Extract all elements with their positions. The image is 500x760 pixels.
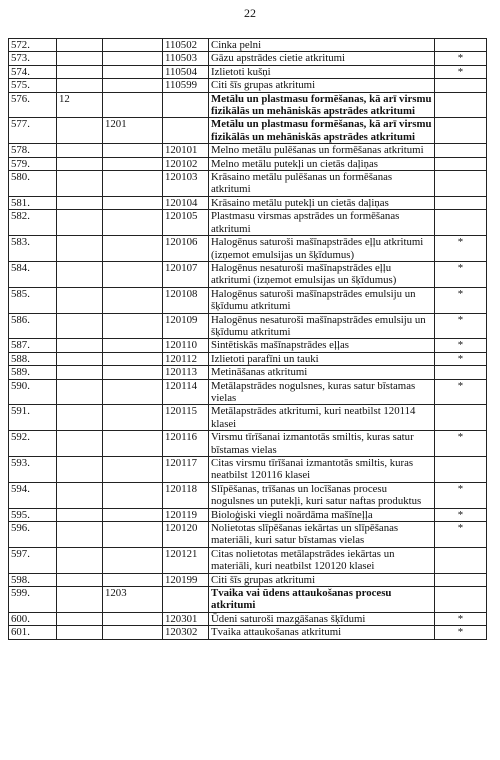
subgroup-code-cell (103, 287, 163, 313)
row-number-cell: 596. (9, 522, 57, 548)
waste-code-cell: 120113 (163, 366, 209, 379)
table-row (9, 79, 487, 92)
table-row (9, 547, 487, 573)
waste-name-cell: Halogēnus nesaturoši mašīnapstrādes eļļu atkritumi (izņemot emulsijas un šķīdumus) (209, 261, 435, 287)
subgroup-code-cell (103, 171, 163, 197)
group-code-cell (57, 118, 103, 144)
table-row (9, 157, 487, 170)
subgroup-code-cell (103, 612, 163, 625)
group-code-cell (57, 352, 103, 365)
row-number-cell: 572. (9, 39, 57, 52)
subgroup-code-cell (103, 39, 163, 52)
group-code-cell (57, 508, 103, 521)
hazard-mark-cell (435, 547, 487, 573)
group-code-cell (57, 79, 103, 92)
subgroup-code-cell (103, 236, 163, 262)
row-number-cell: 579. (9, 157, 57, 170)
waste-name-cell: Cinka pelni (209, 39, 435, 52)
group-code-cell (57, 626, 103, 639)
waste-code-cell: 120301 (163, 612, 209, 625)
row-number-cell: 576. (9, 92, 57, 118)
subgroup-code-cell (103, 52, 163, 65)
waste-code-cell: 110502 (163, 39, 209, 52)
table-row (9, 431, 487, 457)
hazard-mark-cell: * (435, 352, 487, 365)
subgroup-code-cell (103, 92, 163, 118)
waste-name-cell: Melno metālu putekļi un cietās daļiņas (209, 157, 435, 170)
group-code-cell (57, 52, 103, 65)
group-code-cell (57, 39, 103, 52)
subgroup-code-cell (103, 626, 163, 639)
waste-name-cell: Metālu un plastmasu formēšanas, kā arī virsmu fizikālās un mehāniskās apstrādes atkritumi (209, 92, 435, 118)
group-code-cell: 12 (57, 92, 103, 118)
subgroup-code-cell (103, 366, 163, 379)
group-code-cell (57, 287, 103, 313)
hazard-mark-cell: * (435, 236, 487, 262)
row-number-cell: 588. (9, 352, 57, 365)
row-number-cell: 595. (9, 508, 57, 521)
page-number: 22 (244, 6, 256, 20)
waste-name-cell: Krāsaino metālu pulēšanas un formēšanas atkritumi (209, 171, 435, 197)
group-code-cell (57, 366, 103, 379)
waste-code-cell: 110504 (163, 65, 209, 78)
hazard-mark-cell: * (435, 52, 487, 65)
waste-code-cell: 120199 (163, 573, 209, 586)
waste-code-cell: 120105 (163, 210, 209, 236)
waste-classification-table (8, 38, 487, 640)
waste-name-cell: Ūdeni saturoši mazgāšanas šķīdumi (209, 612, 435, 625)
hazard-mark-cell: * (435, 261, 487, 287)
hazard-mark-cell (435, 457, 487, 483)
hazard-mark-cell (435, 157, 487, 170)
row-number-cell: 580. (9, 171, 57, 197)
waste-name-cell: Nolietotas slīpēšanas iekārtas un slīpēšanas materiāli, kuri satur bīstamas vielas (209, 522, 435, 548)
waste-name-cell: Metālapstrādes atkritumi, kuri neatbilst 120114 klasei (209, 405, 435, 431)
waste-name-cell: Citi šīs grupas atkritumi (209, 79, 435, 92)
group-code-cell (57, 144, 103, 157)
hazard-mark-cell (435, 405, 487, 431)
group-code-cell (57, 379, 103, 405)
waste-name-cell: Izlietoti kušņi (209, 65, 435, 78)
table-row (9, 522, 487, 548)
row-number-cell: 586. (9, 313, 57, 339)
subgroup-code-cell (103, 508, 163, 521)
waste-code-cell: 120121 (163, 547, 209, 573)
waste-code-cell: 120104 (163, 196, 209, 209)
hazard-mark-cell: * (435, 522, 487, 548)
group-code-cell (57, 457, 103, 483)
table-row (9, 482, 487, 508)
table-row (9, 65, 487, 78)
table-row (9, 171, 487, 197)
group-code-cell (57, 196, 103, 209)
group-code-cell (57, 157, 103, 170)
waste-name-cell: Citas virsmu tīrīšanai izmantotās smiltis, kuras neatbilst 120116 klasei (209, 457, 435, 483)
waste-name-cell: Metināšanas atkritumi (209, 366, 435, 379)
subgroup-code-cell (103, 522, 163, 548)
subgroup-code-cell (103, 196, 163, 209)
row-number-cell: 573. (9, 52, 57, 65)
subgroup-code-cell (103, 313, 163, 339)
group-code-cell (57, 210, 103, 236)
hazard-mark-cell: * (435, 65, 487, 78)
hazard-mark-cell: * (435, 313, 487, 339)
hazard-mark-cell (435, 144, 487, 157)
waste-code-cell: 120112 (163, 352, 209, 365)
row-number-cell: 581. (9, 196, 57, 209)
waste-code-cell: 110599 (163, 79, 209, 92)
table-row (9, 366, 487, 379)
subgroup-code-cell: 1201 (103, 118, 163, 144)
group-code-cell (57, 482, 103, 508)
subgroup-code-cell (103, 482, 163, 508)
waste-code-cell: 120102 (163, 157, 209, 170)
waste-name-cell: Metālu un plastmasu formēšanas, kā arī virsmu fizikālās un mehāniskās apstrādes atkritumi (209, 118, 435, 144)
table-row (9, 261, 487, 287)
row-number-cell: 601. (9, 626, 57, 639)
waste-code-cell: 120119 (163, 508, 209, 521)
group-code-cell (57, 171, 103, 197)
waste-name-cell: Melno metālu pulēšanas un formēšanas atkritumi (209, 144, 435, 157)
hazard-mark-cell: * (435, 287, 487, 313)
hazard-mark-cell: * (435, 626, 487, 639)
waste-code-cell: 120106 (163, 236, 209, 262)
subgroup-code-cell (103, 65, 163, 78)
group-code-cell (57, 573, 103, 586)
group-code-cell (57, 261, 103, 287)
table-row (9, 118, 487, 144)
hazard-mark-cell (435, 79, 487, 92)
subgroup-code-cell (103, 261, 163, 287)
hazard-mark-cell (435, 39, 487, 52)
hazard-mark-cell: * (435, 431, 487, 457)
subgroup-code-cell (103, 457, 163, 483)
group-code-cell (57, 587, 103, 613)
subgroup-code-cell (103, 405, 163, 431)
group-code-cell (57, 65, 103, 78)
table-row (9, 405, 487, 431)
row-number-cell: 575. (9, 79, 57, 92)
waste-code-cell (163, 92, 209, 118)
waste-code-cell: 120116 (163, 431, 209, 457)
row-number-cell: 582. (9, 210, 57, 236)
table-row (9, 144, 487, 157)
group-code-cell (57, 339, 103, 352)
table-body (9, 39, 487, 640)
waste-name-cell: Halogēnus nesaturoši mašīnapstrādes emulsiju un šķīdumu atkritumi (209, 313, 435, 339)
group-code-cell (57, 612, 103, 625)
subgroup-code-cell (103, 157, 163, 170)
waste-code-cell: 120117 (163, 457, 209, 483)
waste-name-cell: Tvaika attaukošanas atkritumi (209, 626, 435, 639)
table-row (9, 236, 487, 262)
table-row (9, 92, 487, 118)
table-row (9, 612, 487, 625)
row-number-cell: 591. (9, 405, 57, 431)
waste-name-cell: Tvaika vai ūdens attaukošanas procesu atkritumi (209, 587, 435, 613)
row-number-cell: 585. (9, 287, 57, 313)
row-number-cell: 592. (9, 431, 57, 457)
group-code-cell (57, 431, 103, 457)
subgroup-code-cell (103, 547, 163, 573)
waste-code-cell: 120101 (163, 144, 209, 157)
waste-code-cell: 120108 (163, 287, 209, 313)
hazard-mark-cell (435, 196, 487, 209)
waste-name-cell: Slīpēšanas, trīšanas un locīšanas procesu nogulsnes un putekļi, kuri satur naftas produktus (209, 482, 435, 508)
hazard-mark-cell (435, 573, 487, 586)
row-number-cell: 590. (9, 379, 57, 405)
waste-name-cell: Citi šīs grupas atkritumi (209, 573, 435, 586)
hazard-mark-cell (435, 118, 487, 144)
row-number-cell: 593. (9, 457, 57, 483)
group-code-cell (57, 313, 103, 339)
subgroup-code-cell (103, 379, 163, 405)
subgroup-code-cell: 1203 (103, 587, 163, 613)
group-code-cell (57, 405, 103, 431)
row-number-cell: 599. (9, 587, 57, 613)
waste-name-cell: Metālapstrādes nogulsnes, kuras satur bīstamas vielas (209, 379, 435, 405)
waste-name-cell: Sintētiskās mašīnapstrādes eļļas (209, 339, 435, 352)
waste-code-cell: 120118 (163, 482, 209, 508)
row-number-cell: 584. (9, 261, 57, 287)
waste-code-cell (163, 118, 209, 144)
waste-name-cell: Virsmu tīrīšanai izmantotās smiltis, kuras satur bīstamas vielas (209, 431, 435, 457)
group-code-cell (57, 522, 103, 548)
group-code-cell (57, 236, 103, 262)
row-number-cell: 594. (9, 482, 57, 508)
table-row (9, 508, 487, 521)
table-row (9, 210, 487, 236)
waste-code-cell: 120103 (163, 171, 209, 197)
table-row (9, 457, 487, 483)
subgroup-code-cell (103, 144, 163, 157)
hazard-mark-cell (435, 587, 487, 613)
waste-name-cell: Gāzu apstrādes cietie atkritumi (209, 52, 435, 65)
row-number-cell: 577. (9, 118, 57, 144)
hazard-mark-cell: * (435, 612, 487, 625)
table-row (9, 313, 487, 339)
row-number-cell: 598. (9, 573, 57, 586)
subgroup-code-cell (103, 573, 163, 586)
table-row (9, 339, 487, 352)
waste-code-cell: 120114 (163, 379, 209, 405)
table-row (9, 39, 487, 52)
row-number-cell: 597. (9, 547, 57, 573)
table-row (9, 573, 487, 586)
waste-name-cell: Halogēnus saturoši mašīnapstrādes eļļu atkritumi (izņemot emulsijas un šķīdumus) (209, 236, 435, 262)
subgroup-code-cell (103, 339, 163, 352)
waste-name-cell: Krāsaino metālu putekļi un cietās daļiņas (209, 196, 435, 209)
waste-code-cell: 120110 (163, 339, 209, 352)
waste-code-cell (163, 587, 209, 613)
hazard-mark-cell: * (435, 379, 487, 405)
row-number-cell: 587. (9, 339, 57, 352)
group-code-cell (57, 547, 103, 573)
table-row (9, 379, 487, 405)
table-row (9, 626, 487, 639)
hazard-mark-cell: * (435, 482, 487, 508)
table-row (9, 587, 487, 613)
hazard-mark-cell (435, 171, 487, 197)
subgroup-code-cell (103, 431, 163, 457)
waste-name-cell: Izlietoti parafīni un tauki (209, 352, 435, 365)
subgroup-code-cell (103, 79, 163, 92)
row-number-cell: 583. (9, 236, 57, 262)
waste-code-cell: 120302 (163, 626, 209, 639)
waste-code-cell: 120115 (163, 405, 209, 431)
hazard-mark-cell (435, 92, 487, 118)
waste-code-cell: 110503 (163, 52, 209, 65)
waste-name-cell: Plastmasu virsmas apstrādes un formēšanas atkritumi (209, 210, 435, 236)
hazard-mark-cell (435, 366, 487, 379)
subgroup-code-cell (103, 352, 163, 365)
waste-name-cell: Halogēnus saturoši mašīnapstrādes emulsiju un šķīdumu atkritumi (209, 287, 435, 313)
hazard-mark-cell (435, 210, 487, 236)
table-row (9, 287, 487, 313)
row-number-cell: 600. (9, 612, 57, 625)
waste-code-cell: 120120 (163, 522, 209, 548)
row-number-cell: 578. (9, 144, 57, 157)
row-number-cell: 589. (9, 366, 57, 379)
table-row (9, 352, 487, 365)
subgroup-code-cell (103, 210, 163, 236)
waste-code-cell: 120109 (163, 313, 209, 339)
row-number-cell: 574. (9, 65, 57, 78)
table-row (9, 196, 487, 209)
hazard-mark-cell: * (435, 339, 487, 352)
table-row (9, 52, 487, 65)
hazard-mark-cell: * (435, 508, 487, 521)
waste-code-cell: 120107 (163, 261, 209, 287)
waste-name-cell: Bioloģiski viegli noārdāma mašīneļļa (209, 508, 435, 521)
waste-name-cell: Citas nolietotas metālapstrādes iekārtas un materiāli, kuri neatbilst 120120 klasei (209, 547, 435, 573)
